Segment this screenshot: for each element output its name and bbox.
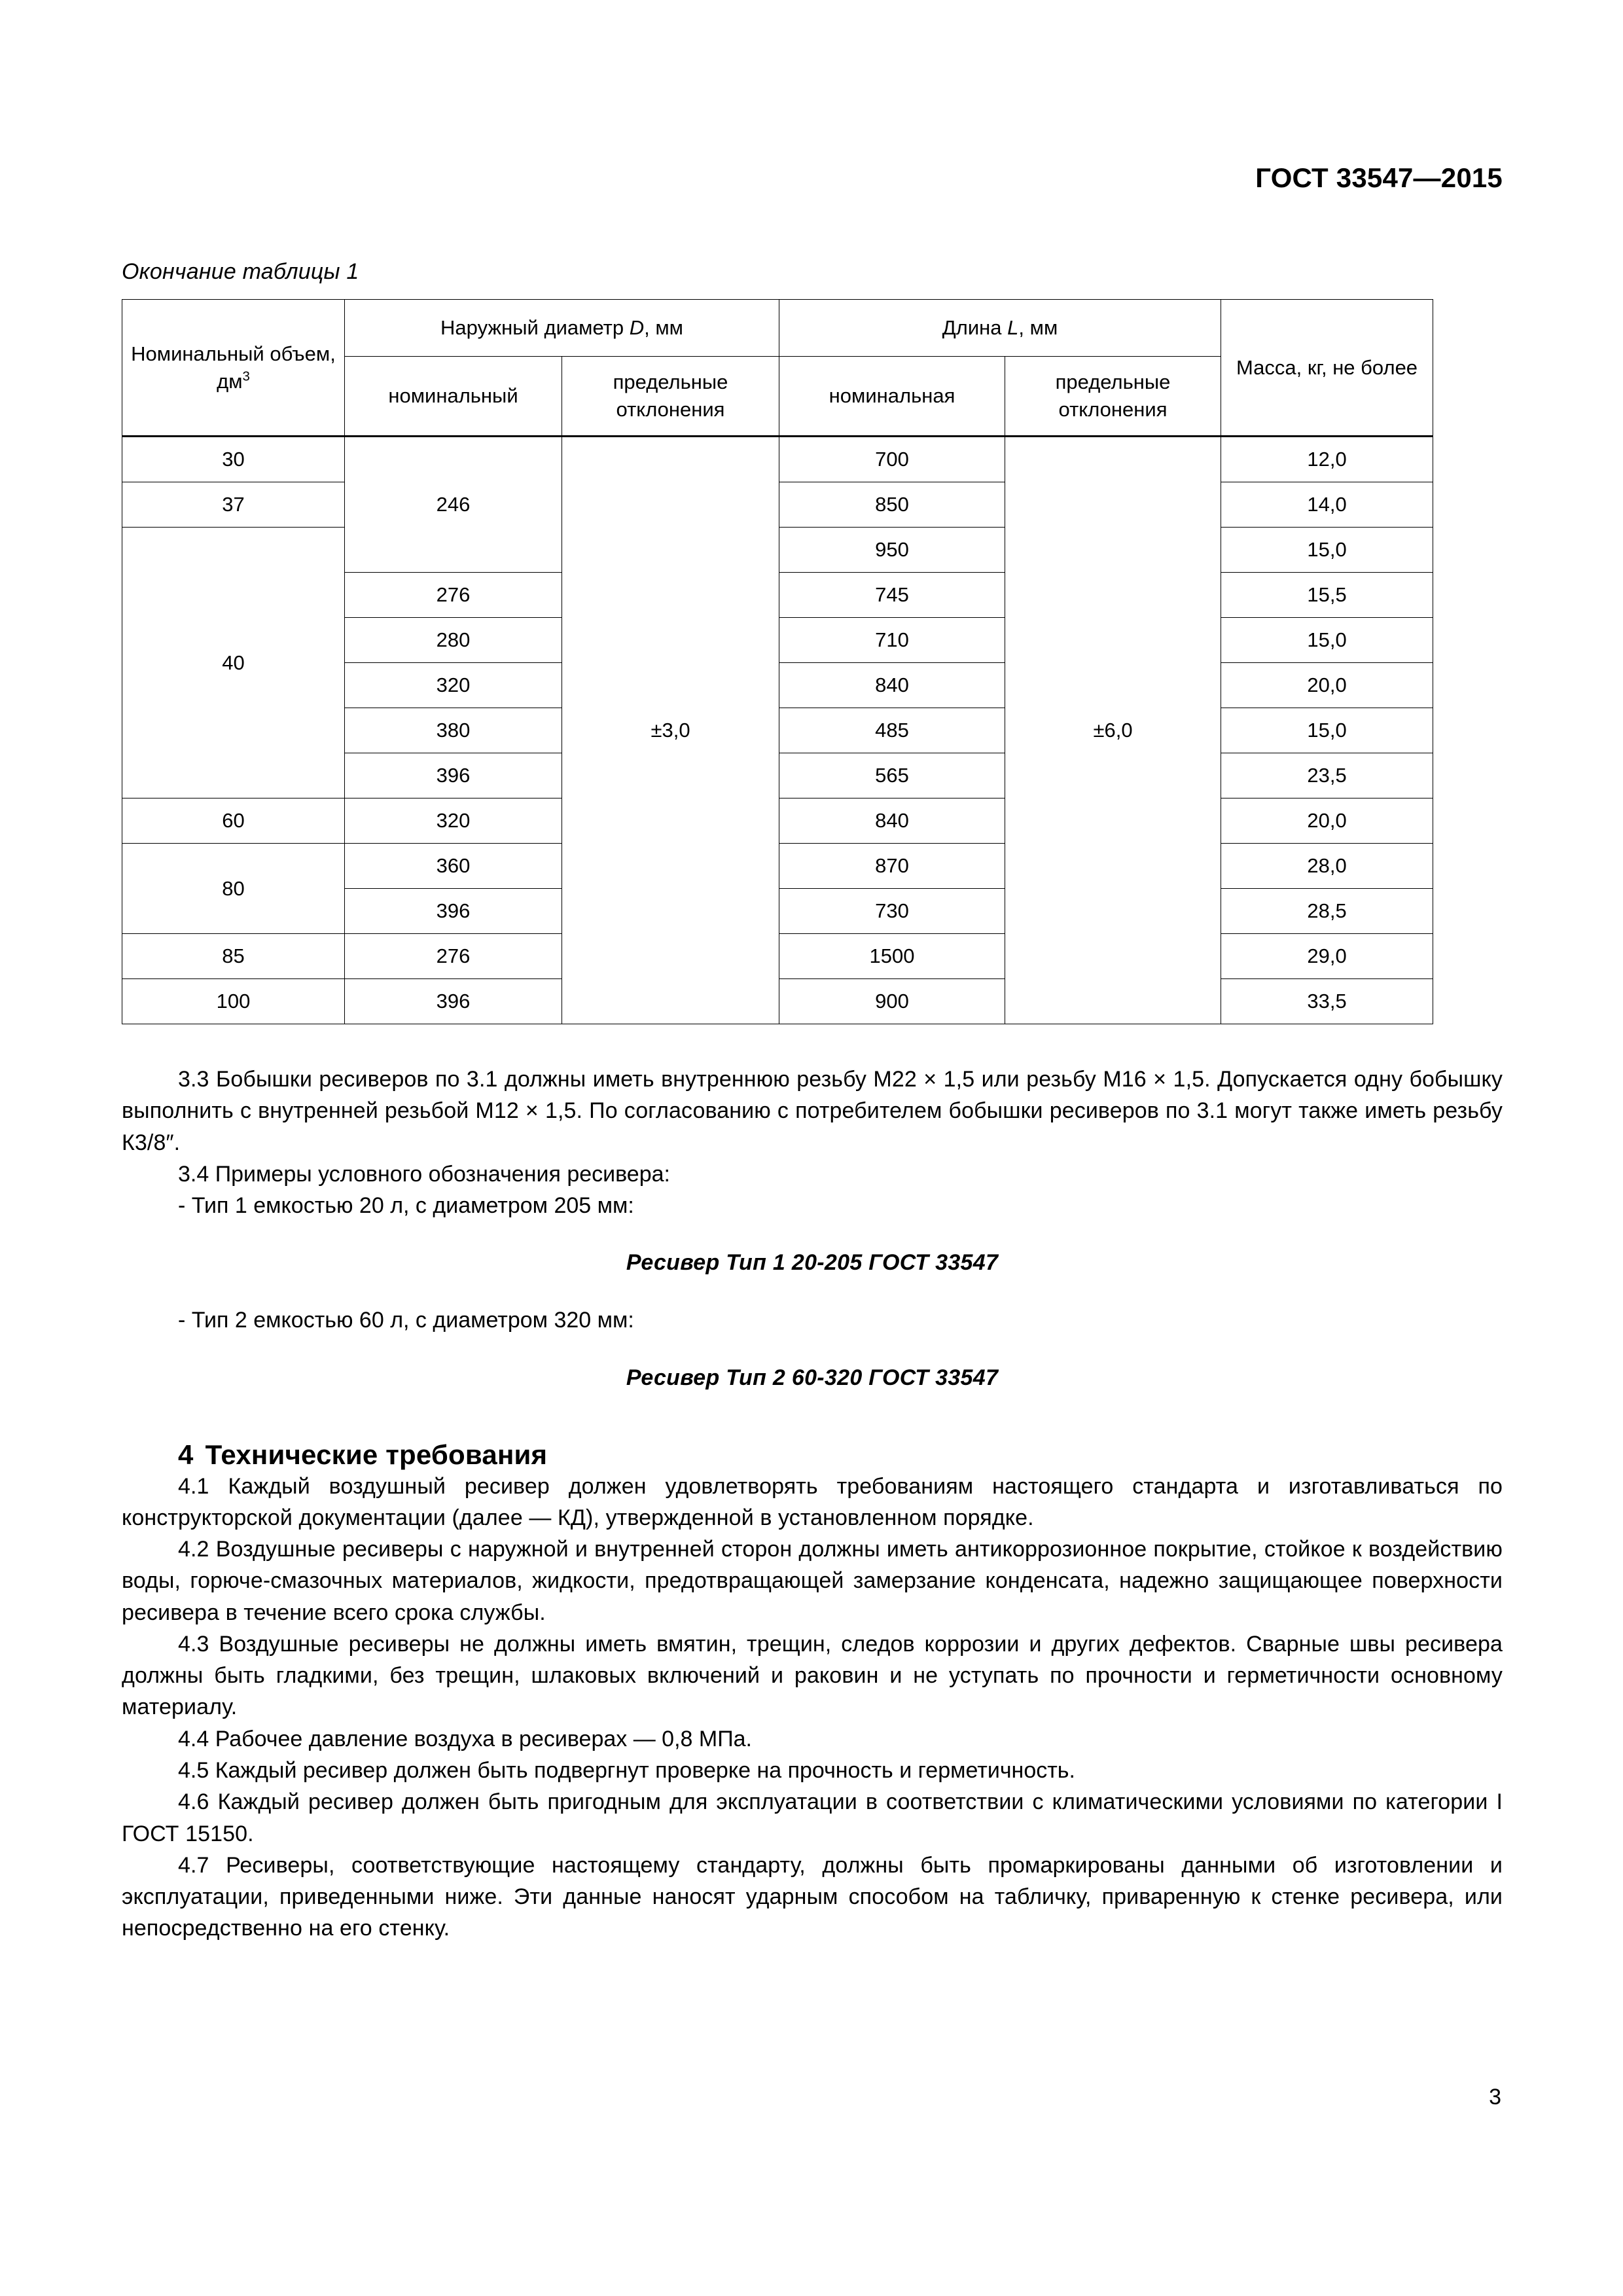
cell-length-nominal: 850 bbox=[779, 482, 1005, 528]
cell-mass: 33,5 bbox=[1221, 979, 1433, 1024]
col-subheader-length-limit-deviation: предельные отклонения bbox=[1005, 357, 1221, 437]
cell-outer-diameter-nominal: 396 bbox=[345, 753, 562, 798]
cell-mass: 28,0 bbox=[1221, 844, 1433, 889]
receiver-dimensions-table bbox=[122, 299, 1433, 1024]
table-body bbox=[122, 437, 1433, 1024]
col-header-outer-diameter-text: Наружный диаметр bbox=[440, 316, 630, 340]
col-header-length bbox=[779, 300, 1221, 357]
cell-length-limit-deviation: ±6,0 bbox=[1005, 437, 1221, 1024]
example-1-lead: - Тип 1 емкостью 20 л, с диаметром 205 мм: bbox=[178, 1193, 634, 1219]
standard-reference-header: ГОСТ 33547—2015 bbox=[1255, 162, 1503, 193]
cell-outer-diameter-nominal: 396 bbox=[345, 889, 562, 934]
cell-mass: 20,0 bbox=[1221, 663, 1433, 708]
cell-nominal-volume: 100 bbox=[122, 979, 345, 1024]
cell-nominal-volume: 40 bbox=[122, 528, 345, 798]
cell-mass: 12,0 bbox=[1221, 437, 1433, 482]
col-header-outer-diameter-symbol: D bbox=[629, 316, 645, 340]
example-1-designation: Ресивер Тип 1 20-205 ГОСТ 33547 bbox=[626, 1250, 999, 1276]
col-header-length-unit: , мм bbox=[1018, 316, 1058, 340]
cell-outer-diameter-nominal: 396 bbox=[345, 979, 562, 1024]
section-4-title: Технические требования bbox=[205, 1439, 548, 1470]
cell-nominal-volume: 60 bbox=[122, 798, 345, 844]
cell-length-nominal: 700 bbox=[779, 437, 1005, 482]
cell-nominal-volume: 85 bbox=[122, 934, 345, 979]
cell-nominal-volume: 37 bbox=[122, 482, 345, 528]
cell-mass: 23,5 bbox=[1221, 753, 1433, 798]
cell-outer-diameter-nominal: 276 bbox=[345, 934, 562, 979]
table-row bbox=[122, 437, 1433, 482]
cell-length-nominal: 710 bbox=[779, 618, 1005, 663]
cell-outer-diameter-nominal: 246 bbox=[345, 437, 562, 573]
cell-outer-diameter-nominal: 280 bbox=[345, 618, 562, 663]
cell-length-nominal: 1500 bbox=[779, 934, 1005, 979]
paragraph-3-3: 3.3 Бобышки ресиверов по 3.1 должны иметь внутреннюю резьбу М22 × 1,5 или резьбу М16 × 1,5. Допускается одну бобышку выполнить с внутренней резьбой М12 × 1,5. По согласованию с потребителем бобышки ресиверов по 3.1 могут также иметь резьбу К3/8″. bbox=[122, 1067, 1503, 1155]
col-header-nominal-volume-text: Номинальный объем, дм bbox=[131, 342, 336, 393]
page-content bbox=[122, 0, 1503, 1945]
cell-length-nominal: 485 bbox=[779, 708, 1005, 753]
cell-length-nominal: 870 bbox=[779, 844, 1005, 889]
paragraph-4-5: 4.5 Каждый ресивер должен быть подвергнут проверке на прочность и герметичность. bbox=[178, 1757, 1075, 1783]
cell-mass: 14,0 bbox=[1221, 482, 1433, 528]
example-2-lead: - Тип 2 емкостью 60 л, с диаметром 320 мм: bbox=[178, 1308, 634, 1333]
table-header-row-1 bbox=[122, 300, 1433, 357]
cell-length-nominal: 950 bbox=[779, 528, 1005, 573]
col-header-length-text: Длина bbox=[942, 316, 1008, 340]
cell-length-nominal: 840 bbox=[779, 663, 1005, 708]
table-head bbox=[122, 300, 1433, 437]
cell-length-nominal: 745 bbox=[779, 573, 1005, 618]
col-subheader-diameter-limit-deviation: предельные отклонения bbox=[562, 357, 779, 437]
col-header-mass: Масса, кг, не более bbox=[1221, 300, 1433, 437]
paragraph-4-2: 4.2 Воздушные ресиверы с наружной и внутренней сторон должны иметь антикоррозионное покрытие, стойкое к воздействию воды, горюче-смазочных материалов, жидкости, предотвращающей замерзание конденсата, надежно защищающее поверхности ресивера в течение всего срока службы. bbox=[122, 1537, 1503, 1625]
cell-nominal-volume: 80 bbox=[122, 844, 345, 934]
example-2-designation: Ресивер Тип 2 60-320 ГОСТ 33547 bbox=[626, 1365, 999, 1390]
paragraph-4-3: 4.3 Воздушные ресиверы не должны иметь вмятин, трещин, следов коррозии и других дефектов. Сварные швы ресивера должны быть гладкими, без трещин, шлаковых включений и раковин и не уступать по прочности и герметичности основному материалу. bbox=[122, 1631, 1503, 1720]
section-4-heading bbox=[122, 1439, 1503, 1471]
paragraph-4-1: 4.1 Каждый воздушный ресивер должен удовлетворять требованиям настоящего стандарта и изготавливаться по конструкторской документации (далее — КД), утвержденной в установленном порядке. bbox=[122, 1473, 1503, 1530]
cell-length-nominal: 730 bbox=[779, 889, 1005, 934]
cell-diameter-limit-deviation: ±3,0 bbox=[562, 437, 779, 1024]
table-caption: Окончание таблицы 1 bbox=[122, 259, 359, 284]
paragraph-4-6: 4.6 Каждый ресивер должен быть пригодным для эксплуатации в соответствии с климатическими условиями по категории I ГОСТ 15150. bbox=[122, 1789, 1503, 1846]
cell-outer-diameter-nominal: 320 bbox=[345, 798, 562, 844]
col-subheader-diameter-nominal: номинальный bbox=[345, 357, 562, 437]
cell-mass: 15,0 bbox=[1221, 618, 1433, 663]
col-subheader-length-nominal: номинальная bbox=[779, 357, 1005, 437]
col-header-length-symbol: L bbox=[1007, 316, 1019, 340]
page-number: 3 bbox=[1489, 2085, 1501, 2109]
paragraph-4-7: 4.7 Ресиверы, соответствующие настоящему стандарту, должны быть промаркированы данными об изготовлении и эксплуатации, приведенными ниже. Эти данные наносят ударным способом на табличку, приваренную к стенке ресивера, или непосредственно на его стенку. bbox=[122, 1852, 1503, 1941]
cell-outer-diameter-nominal: 380 bbox=[345, 708, 562, 753]
col-header-outer-diameter-unit: , мм bbox=[644, 316, 683, 340]
cell-nominal-volume: 30 bbox=[122, 437, 345, 482]
cell-outer-diameter-nominal: 320 bbox=[345, 663, 562, 708]
cell-mass: 20,0 bbox=[1221, 798, 1433, 844]
cell-length-nominal: 900 bbox=[779, 979, 1005, 1024]
cell-length-nominal: 840 bbox=[779, 798, 1005, 844]
section-4-number: 4 bbox=[178, 1439, 194, 1470]
cell-mass: 15,0 bbox=[1221, 528, 1433, 573]
cell-outer-diameter-nominal: 360 bbox=[345, 844, 562, 889]
cell-length-nominal: 565 bbox=[779, 753, 1005, 798]
cell-mass: 15,5 bbox=[1221, 573, 1433, 618]
cell-outer-diameter-nominal: 276 bbox=[345, 573, 562, 618]
col-header-nominal-volume bbox=[122, 300, 345, 437]
paragraph-3-4: 3.4 Примеры условного обозначения ресивера: bbox=[178, 1161, 670, 1187]
cell-mass: 29,0 bbox=[1221, 934, 1433, 979]
cell-mass: 28,5 bbox=[1221, 889, 1433, 934]
col-header-nominal-volume-sup: 3 bbox=[242, 368, 250, 384]
paragraph-4-4: 4.4 Рабочее давление воздуха в ресиверах — 0,8 МПа. bbox=[178, 1726, 752, 1751]
cell-mass: 15,0 bbox=[1221, 708, 1433, 753]
col-header-outer-diameter bbox=[345, 300, 779, 357]
